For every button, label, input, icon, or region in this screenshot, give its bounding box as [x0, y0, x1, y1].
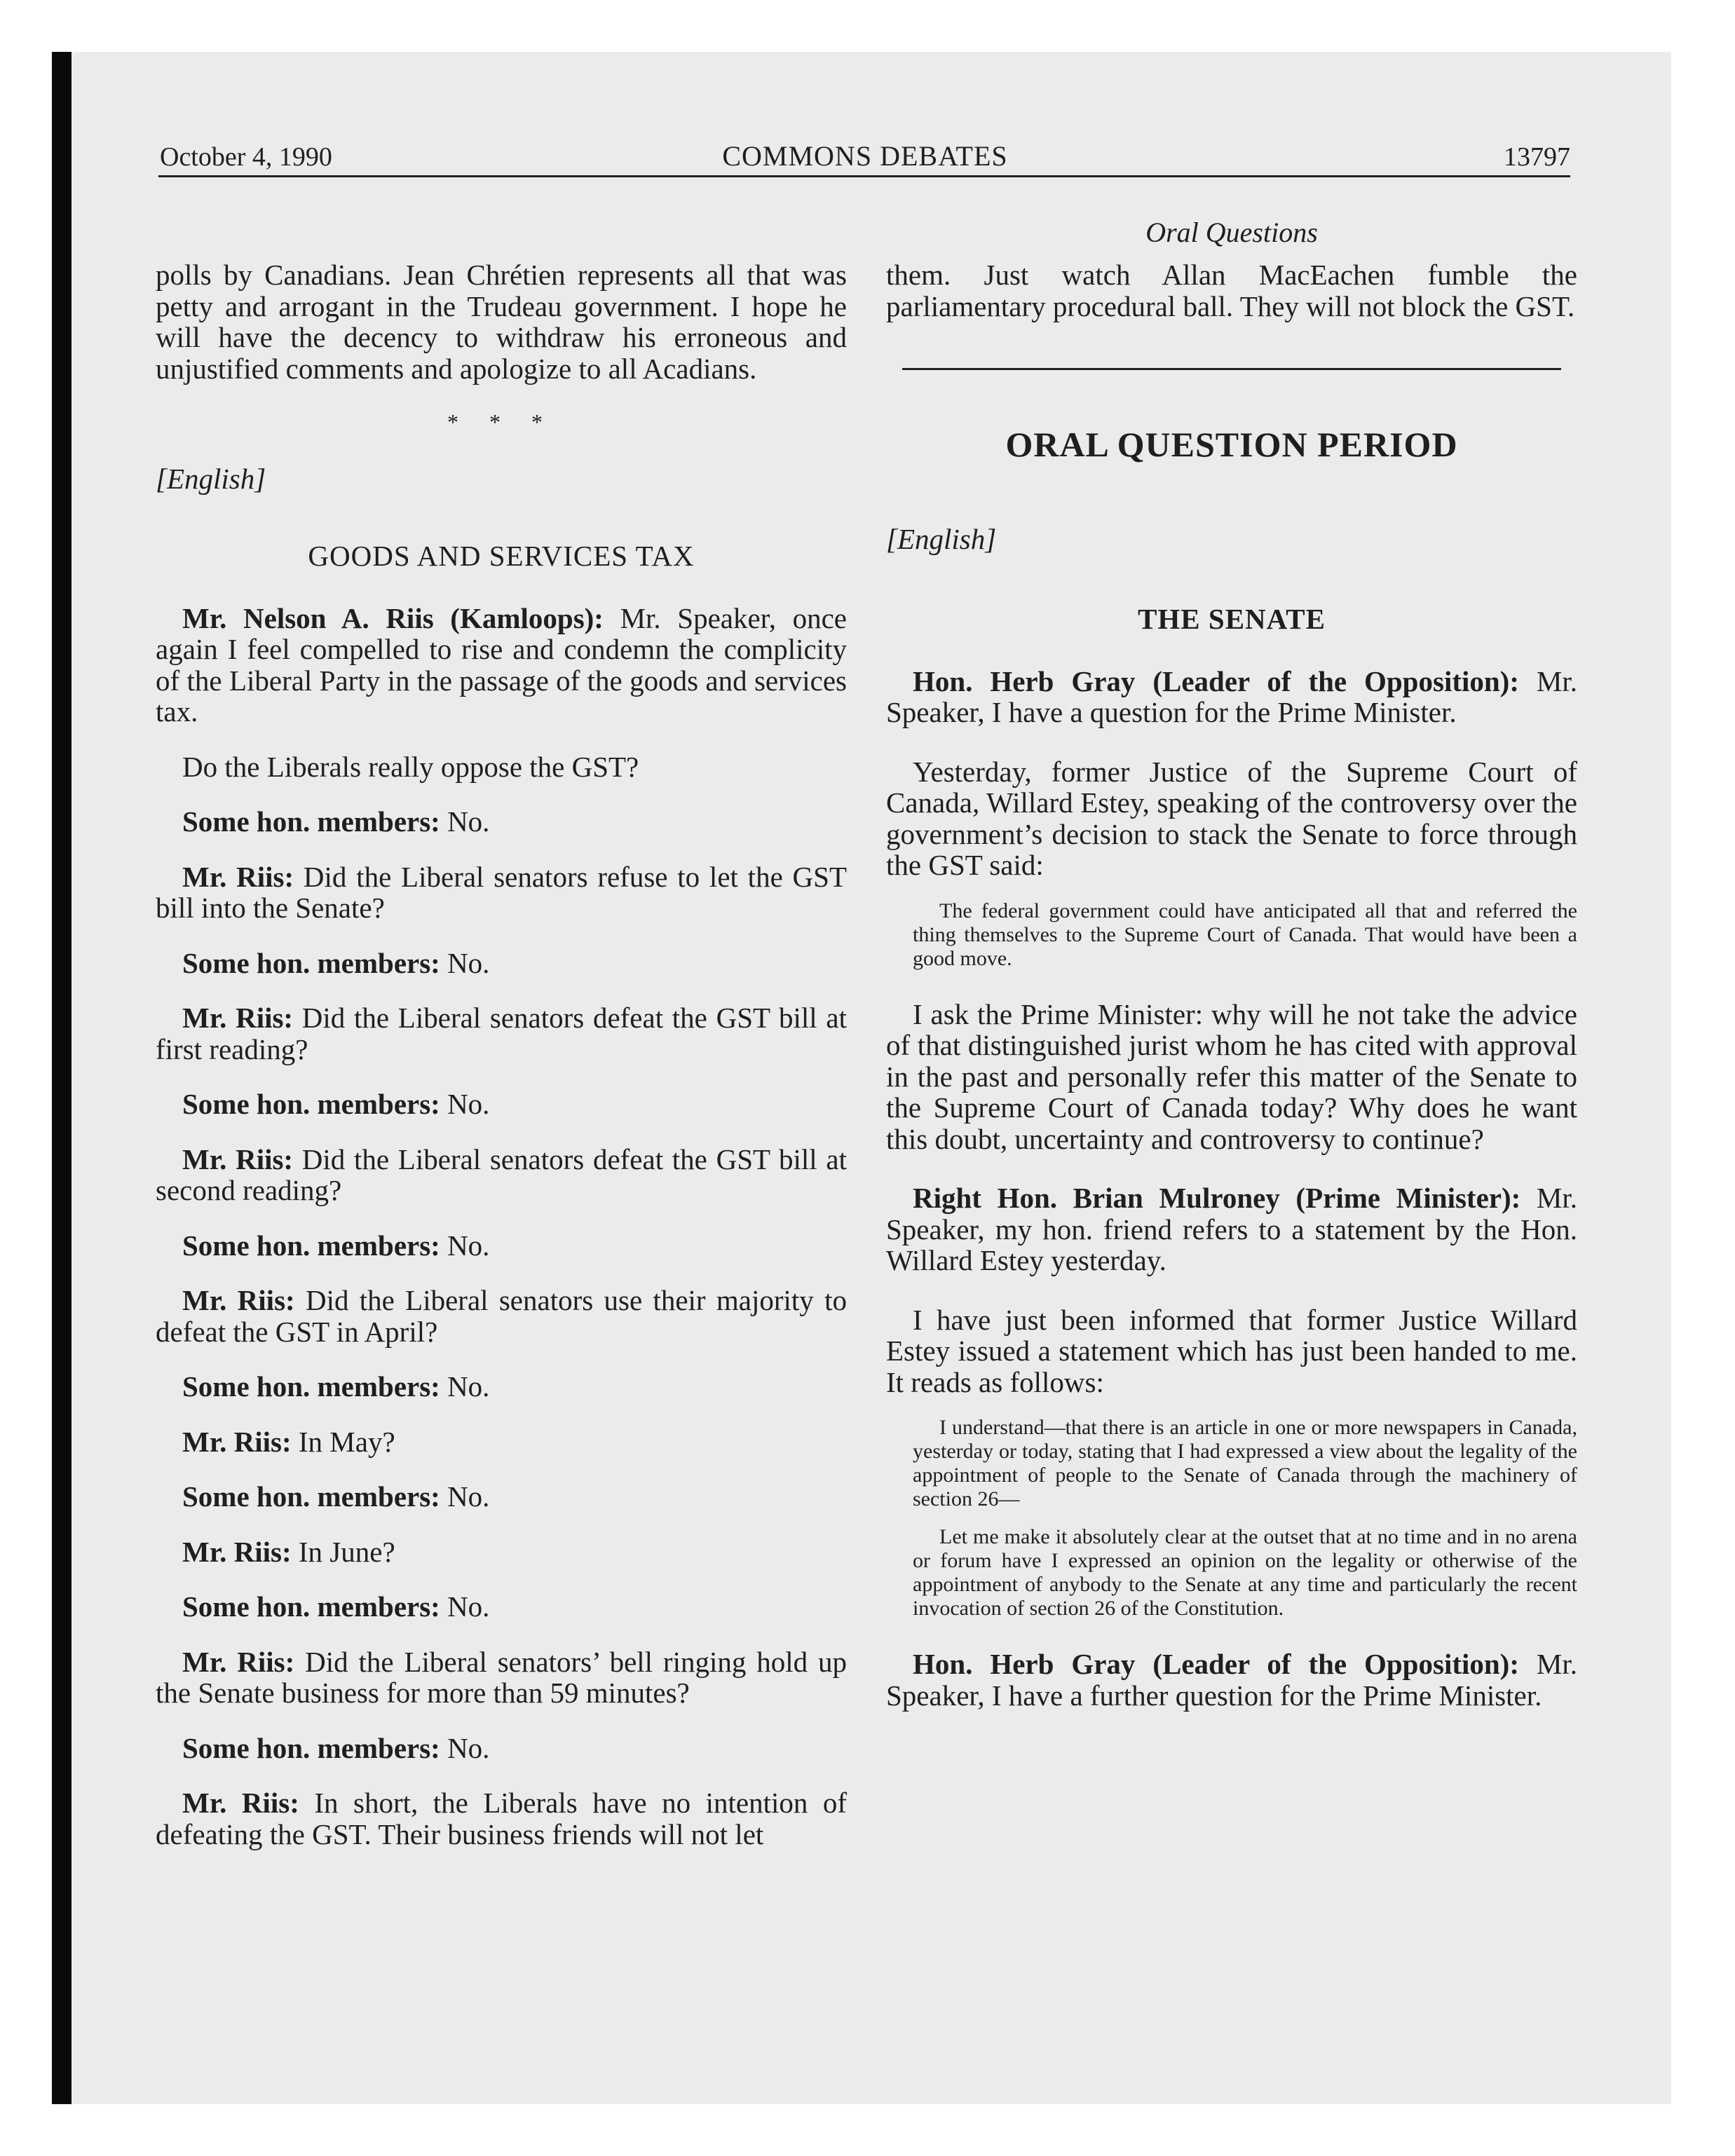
debate-item — [156, 1481, 847, 1513]
debate-item — [156, 1536, 847, 1568]
speaker-name: Mr. Riis: — [182, 1002, 294, 1034]
debate-exchange — [156, 603, 847, 1850]
speaker-name: Mr. Riis: — [182, 1787, 299, 1819]
debate-item — [156, 1591, 847, 1623]
speech-text: No. — [440, 1370, 490, 1403]
debate-item — [156, 1089, 847, 1120]
speech-text: Mr. Speaker, my hon. friend refers to a statement by the Hon. Willard Estey yesterday. — [886, 1182, 1577, 1276]
speaker-name: Some hon. members: — [182, 946, 440, 979]
speech-text: In June? — [291, 1535, 395, 1568]
speech-text: Mr. Speaker, I have a further question for the Prime Minister. — [886, 1648, 1577, 1712]
speaker-name: Hon. Herb Gray (Leader of the Opposition): — [913, 1648, 1519, 1680]
debate-item — [156, 1144, 847, 1206]
quote-text: Let me make it absolutely clear at the outset that at no time and in no arena or forum have I expressed an opinion on the legality or otherwise of the appointment of anybody to the Senate at any time and particularly the recent invocation of section 26 of the Constitution. — [913, 1525, 1577, 1620]
debate-item — [156, 1002, 847, 1065]
debate-item — [156, 861, 847, 924]
speech-text: No. — [440, 946, 490, 979]
speech-text: Mr. Speaker, once again I feel compelled to rise and condemn the complicity of the Liberal Party in the passage of the goods and services tax. — [156, 601, 847, 728]
quote-text: I understand—that there is an article in one or more newspapers in Canada, yesterday or today, stating that I had expressed a view about the legality of the appointment of people to the Senate of Canada through the machinery of section 26— — [913, 1416, 1577, 1510]
speaker-name: Mr. Riis: — [182, 860, 294, 893]
speaker-name: Mr. Riis: — [182, 1142, 294, 1175]
speaker-name: Some hon. members: — [182, 1731, 440, 1764]
debate-item — [156, 1285, 847, 1347]
speech-text: Did the Liberal senators refuse to let the GST bill into the Senate? — [156, 860, 847, 924]
quote-block-1 — [886, 899, 1577, 971]
left-column — [156, 259, 847, 1850]
header-date: October 4, 1990 — [160, 142, 332, 172]
speaker-name: Some hon. members: — [182, 1370, 440, 1403]
paragraph-gray-2 — [886, 1649, 1577, 1711]
speech-text: Did the Liberal senators defeat the GST bill at second reading? — [156, 1142, 847, 1206]
speech-text: Did the Liberal senators use their majority to defeat the GST in April? — [156, 1284, 847, 1348]
running-header — [160, 133, 1570, 172]
continuation-paragraph: them. Just watch Allan MacEachen fumble the parliamentary procedural ball. They will not block the GST. — [886, 259, 1577, 322]
main-heading: ORAL QUESTION PERIOD — [1005, 425, 1458, 464]
debate-item — [156, 751, 847, 783]
speech-text: No. — [440, 1088, 490, 1120]
speaker-name: Some hon. members: — [182, 1088, 440, 1120]
paragraph-question: I ask the Prime Minister: why will he not take the advice of that distinguished jurist whom he has cited with approval in the past and personally refer this matter of the Senate to the Supreme Court of Canada today? Why does he want this doubt, uncertainty and controversy to continue? — [886, 997, 1577, 1155]
debate-item — [156, 948, 847, 979]
speaker-name: Mr. Riis: — [182, 1284, 295, 1316]
speech-text: In May? — [291, 1425, 395, 1458]
paragraph-estey-remarks: Yesterday, former Justice of the Supreme Court of Canada, Willard Estey, speaking of the controversy over the government’s decision to stack the Senate to force through the GST said: — [886, 755, 1577, 881]
speech-text: No. — [440, 1590, 490, 1623]
speaker-name: Mr. Nelson A. Riis (Kamloops): — [182, 601, 604, 634]
section-separator: * * * — [447, 409, 555, 435]
paragraph-mulroney — [886, 1182, 1577, 1276]
right-column — [886, 259, 1577, 1711]
speech-text: No. — [440, 805, 490, 838]
header-title: COMMONS DEBATES — [722, 140, 1008, 172]
quote-block-2 — [886, 1416, 1577, 1621]
speaker-name: Mr. Riis: — [182, 1425, 292, 1458]
header-page-number: 13797 — [1504, 142, 1570, 172]
speaker-name: Mr. Riis: — [182, 1645, 295, 1678]
speaker-name: Some hon. members: — [182, 805, 440, 838]
quote-text: The federal government could have anticipated all that and referred the thing themselves to the Supreme Court of Canada. That would have been a good move. — [913, 899, 1577, 970]
speech-text: Do the Liberals really oppose the GST? — [182, 750, 639, 783]
speaker-name: Mr. Riis: — [182, 1535, 292, 1568]
senate-heading: THE SENATE — [1138, 603, 1326, 635]
section-label: Oral Questions — [1145, 217, 1318, 248]
speaker-name: Some hon. members: — [182, 1480, 440, 1513]
intro-paragraph: polls by Canadians. Jean Chrétien represents all that was petty and arrogant in the Trudeau government. I hope he will have the decency to withdraw his erroneous and unjustified comments and apologize to all Acadians. — [156, 259, 847, 385]
debate-item — [156, 1371, 847, 1403]
speaker-name: Some hon. members: — [182, 1229, 440, 1262]
debate-item — [156, 1787, 847, 1850]
header-rule — [158, 175, 1570, 177]
speech-text: No. — [440, 1480, 490, 1513]
language-tag-right: [English] — [886, 522, 997, 555]
speech-text: No. — [440, 1731, 490, 1764]
speech-text: In short, the Liberals have no intention of defeating the GST. Their business friends will not let — [156, 1787, 847, 1850]
debate-item — [156, 1733, 847, 1764]
speaker-name: Some hon. members: — [182, 1590, 440, 1623]
section-heading: GOODS AND SERVICES TAX — [308, 540, 695, 572]
debate-item — [156, 806, 847, 838]
language-tag: [English] — [156, 462, 266, 495]
paragraph-gray-1 — [886, 666, 1577, 728]
speech-text: Did the Liberal senators’ bell ringing hold up the Senate business for more than 59 minutes? — [156, 1645, 847, 1709]
speech-text: Did the Liberal senators defeat the GST bill at first reading? — [156, 1002, 847, 1065]
debate-item — [156, 603, 847, 728]
scan-border — [52, 52, 72, 2104]
debate-item — [156, 1426, 847, 1458]
debate-item — [156, 1646, 847, 1709]
paragraph-statement-intro: I have just been informed that former Justice Willard Estey issued a statement which has just been handed to me. It reads as follows: — [886, 1303, 1577, 1398]
speaker-name: Hon. Herb Gray (Leader of the Opposition): — [913, 664, 1519, 697]
speech-text: Mr. Speaker, I have a question for the Prime Minister. — [886, 664, 1577, 728]
debate-item — [156, 1230, 847, 1262]
speech-text: No. — [440, 1229, 490, 1262]
speaker-name: Right Hon. Brian Mulroney (Prime Minister): — [913, 1182, 1521, 1214]
